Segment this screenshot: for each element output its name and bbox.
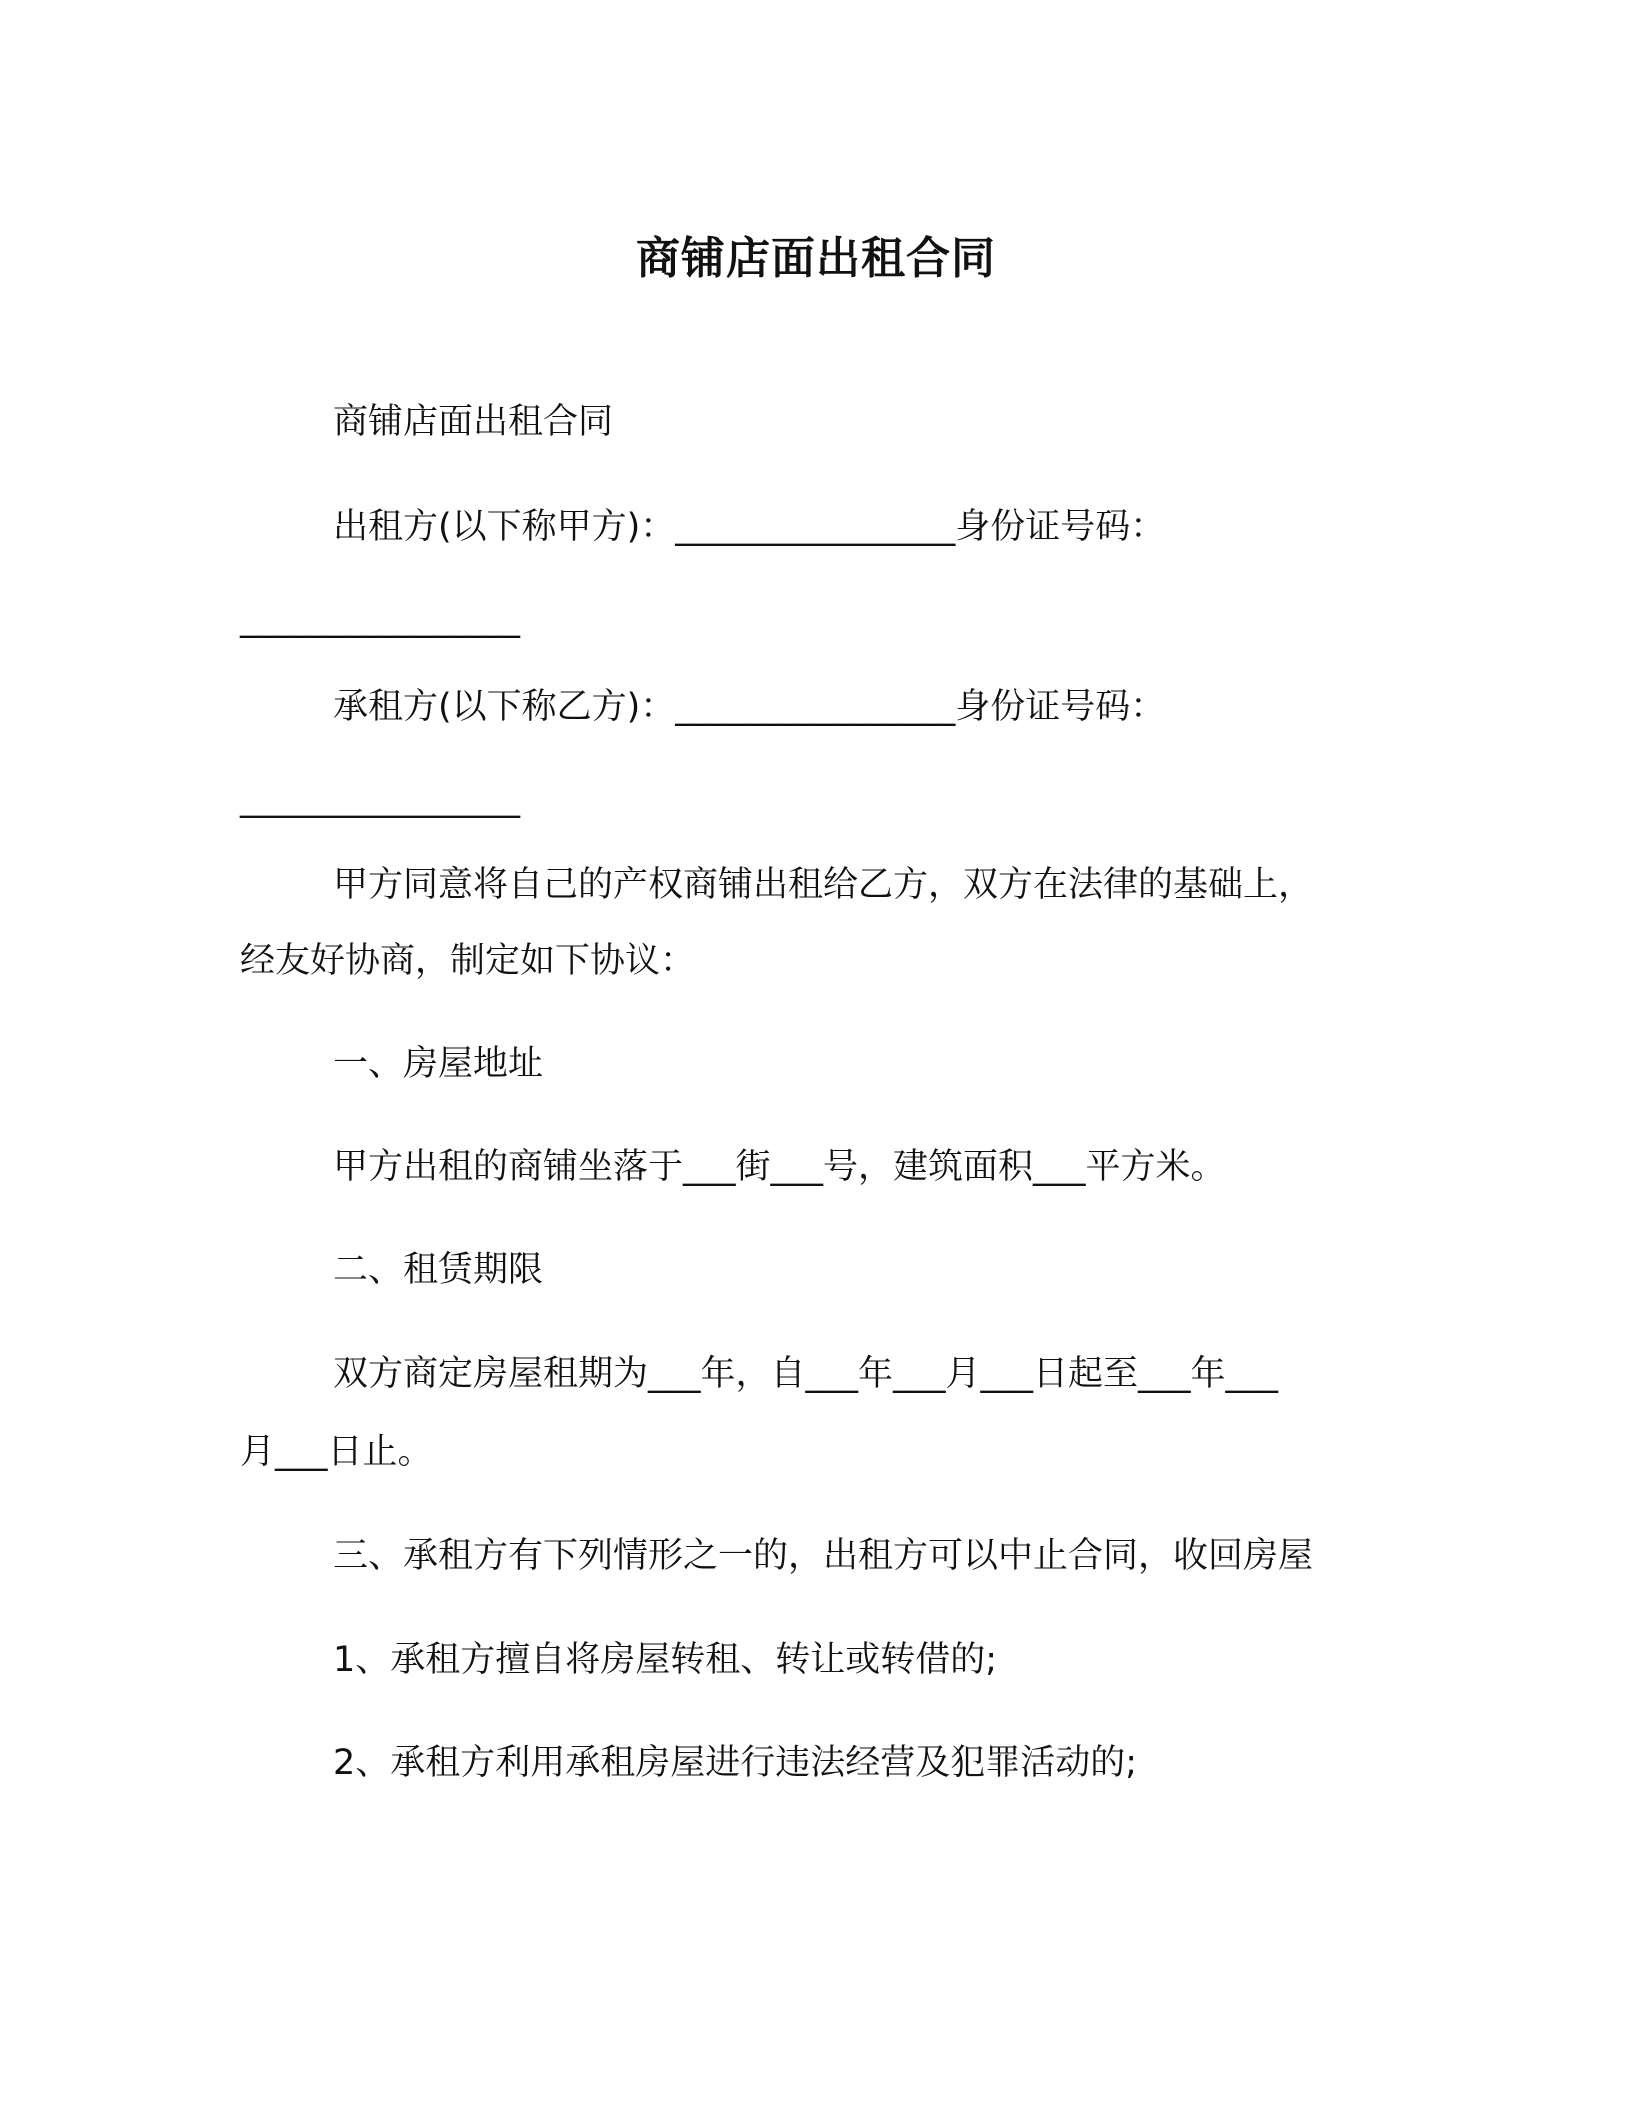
- term-clause-line-1: 双方商定房屋租期为___年，自___年___月___日起至___年___: [333, 1354, 1279, 1394]
- section-heading-termination: 三、承租方有下列情形之一的，出租方可以中止合同，收回房屋: [333, 1536, 1314, 1576]
- section-heading-term: 二、租赁期限: [333, 1250, 544, 1290]
- document-title: 商铺店面出租合同: [636, 233, 996, 284]
- term-clause-line-2: 月___日止。: [240, 1432, 433, 1472]
- termination-item-1: 1、承租方擅自将房屋转租、转让或转借的;: [333, 1640, 998, 1680]
- lessee-line: 承租方(以下称乙方)：________________身份证号码：: [333, 687, 1166, 727]
- subtitle-line: 商铺店面出租合同: [333, 402, 614, 442]
- address-clause: 甲方出租的商铺坐落于___街___号，建筑面积___平方米。: [333, 1147, 1226, 1187]
- agreement-intro-line-2: 经友好协商，制定如下协议：: [240, 941, 696, 981]
- lessor-id-blank: ________________: [240, 599, 520, 639]
- agreement-intro-line-1: 甲方同意将自己的产权商铺出租给乙方，双方在法律的基础上，: [333, 865, 1314, 905]
- lessor-line: 出租方(以下称甲方)：________________身份证号码：: [333, 507, 1166, 547]
- termination-item-2: 2、承租方利用承租房屋进行违法经营及犯罪活动的;: [333, 1743, 1138, 1783]
- section-heading-address: 一、房屋地址: [333, 1044, 544, 1084]
- lessee-id-blank: ________________: [240, 779, 520, 819]
